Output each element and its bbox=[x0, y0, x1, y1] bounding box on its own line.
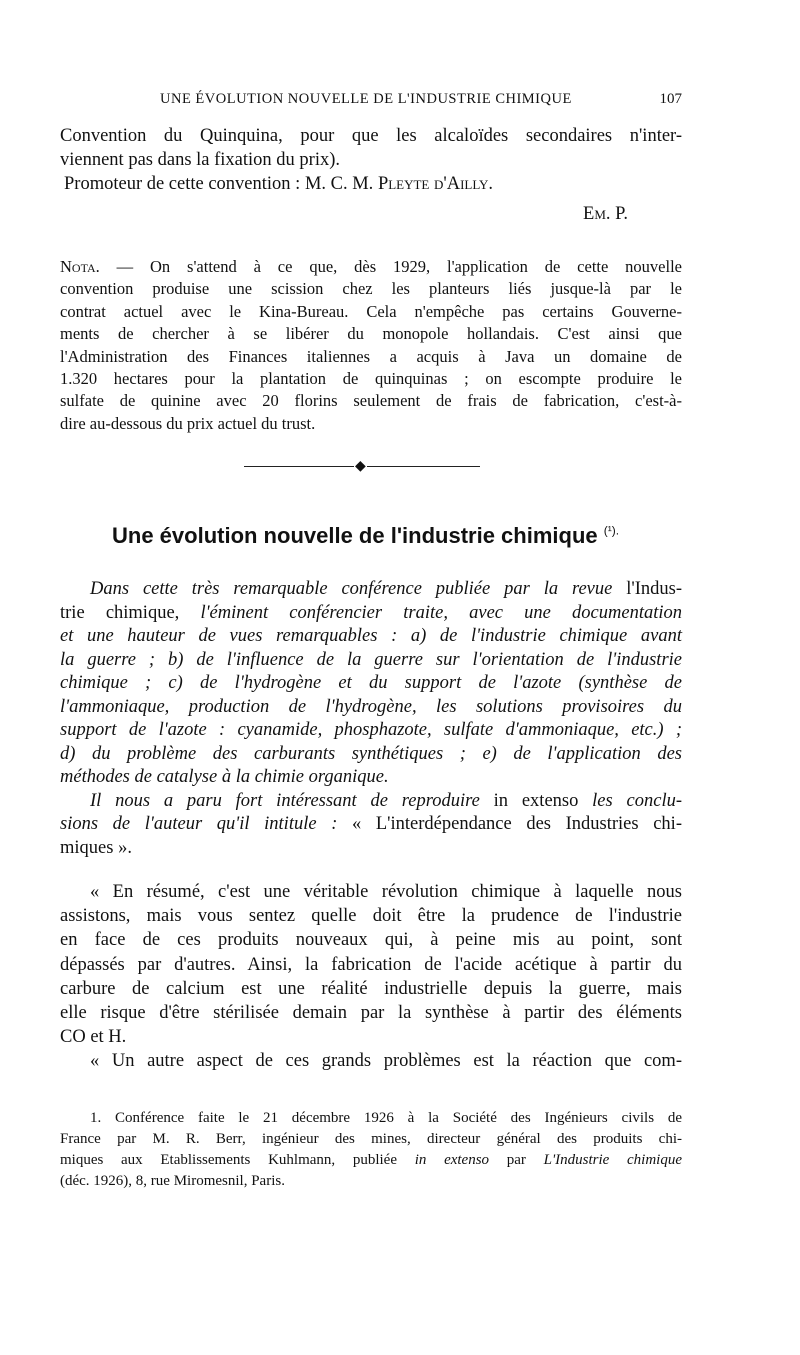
text-line: sulfate de quinine avec 20 florins seulement de frais de fabrication, c'est-à- bbox=[60, 391, 682, 411]
text-line: « En résumé, c'est une véritable révolution chimique à laquelle nous bbox=[90, 882, 682, 902]
quoted-conclusion bbox=[60, 880, 682, 1074]
text-line bbox=[60, 625, 682, 649]
text-line: carbure de calcium est une réalité industrielle depuis la guerre, mais bbox=[60, 978, 682, 999]
section-title-text: Une évolution nouvelle de l'industrie chimique bbox=[112, 523, 598, 548]
text-line bbox=[60, 578, 682, 602]
text-italic: méthodes de catalyse à la chimie organique. bbox=[60, 767, 389, 787]
text-line: contrat actuel avec le Kina-Bureau. Cela n'empêche pas certains Gouverne- bbox=[60, 301, 682, 321]
text-line: assistons, mais vous sentez quelle doit être la prudence de l'industrie bbox=[60, 906, 682, 927]
text-line: dire au-dessous du prix actuel du trust. bbox=[60, 413, 316, 433]
text-italic: Il nous a paru fort intéressant de reproduire bbox=[90, 790, 494, 811]
text-line: Convention du Quinquina, pour que les alcaloïdes secondaires n'inter- bbox=[60, 126, 682, 146]
text-roman: in extenso bbox=[493, 790, 593, 811]
text-line bbox=[60, 602, 682, 626]
text-italic: support de l'azote : cyanamide, phosphazote, sulfate d'ammoniaque, etc.) ; bbox=[60, 720, 682, 740]
text-italic: L'Industrie chimique bbox=[543, 1152, 683, 1168]
text-italic: la guerre ; b) de l'influence de la guerre sur l'orientation de l'industrie bbox=[60, 649, 682, 670]
text-line: France par M. R. Berr, ingénieur des mines, directeur général des produits chi- bbox=[60, 1131, 682, 1147]
text-line: « Un autre aspect de ces grands problèmes est la réaction que com- bbox=[90, 1051, 682, 1072]
text-line bbox=[60, 256, 682, 278]
text-italic: in extenso bbox=[414, 1152, 490, 1168]
promoteur-suffix: . bbox=[488, 174, 494, 194]
text-italic: sions de l'auteur qu'il intitule : bbox=[60, 814, 352, 834]
text-line: CO et H. bbox=[60, 1027, 127, 1048]
text-line: l'Administration des Finances italiennes a acquis à Java un domaine de bbox=[60, 346, 682, 366]
text-roman: trie chimique, bbox=[60, 602, 201, 623]
text-line bbox=[60, 813, 682, 837]
text-italic: l'éminent conférencier traite, avec une documentation bbox=[200, 602, 682, 623]
promoteur-name: Pleyte d'Ailly bbox=[377, 174, 489, 194]
text-italic: chimique ; c) de l'hydrogène et du support de l'azote (synthèse de bbox=[60, 673, 682, 693]
summary-paragraph bbox=[60, 578, 682, 860]
diamond-icon: ◆ bbox=[355, 459, 366, 474]
text-italic: Dans cette très remarquable conférence publiée par la revue bbox=[90, 579, 627, 599]
running-header bbox=[60, 91, 682, 111]
text-italic: d) du problème des carburants synthétiques ; e) de l'application des bbox=[60, 743, 682, 764]
section-separator bbox=[244, 461, 480, 473]
text-roman: « L'interdépendance des Industries chi- bbox=[351, 814, 682, 834]
promoteur-line bbox=[60, 172, 682, 196]
text-roman: miques aux Etablissements Kuhlmann, publiée bbox=[60, 1152, 415, 1168]
text-line bbox=[60, 672, 682, 696]
text-line bbox=[60, 719, 682, 743]
text-line: 1.320 hectares pour la plantation de quinquinas ; on escompte produire le bbox=[60, 368, 682, 388]
signature: Em. P. bbox=[583, 204, 628, 224]
text-line: ments de chercher à se libérer du monopole hollandais. C'est ainsi que bbox=[60, 324, 682, 344]
running-title: UNE ÉVOLUTION NOUVELLE DE L'INDUSTRIE CHIMIQUE bbox=[160, 91, 572, 107]
footnote bbox=[60, 1108, 682, 1192]
text-line: convention produise une scission chez les planteurs liés jusque-là par le bbox=[60, 279, 682, 299]
text-line: 1. Conférence faite le 21 décembre 1926 à la Société des Ingénieurs civils de bbox=[90, 1110, 682, 1126]
text-line bbox=[60, 766, 682, 790]
text-line: viennent pas dans la fixation du prix). bbox=[60, 150, 341, 170]
text-line: elle risque d'être stérilisée demain par la synthèse à partir des éléments bbox=[60, 1002, 682, 1023]
text-line: (déc. 1926), 8, rue Miromesnil, Paris. bbox=[60, 1173, 285, 1189]
section-title bbox=[112, 523, 672, 549]
text-roman: par bbox=[489, 1152, 544, 1168]
text-roman: l'Indus- bbox=[626, 579, 682, 599]
text-line: miques ». bbox=[60, 837, 132, 858]
text-line bbox=[60, 790, 682, 814]
text-line bbox=[60, 743, 682, 767]
page-number: 107 bbox=[659, 91, 682, 107]
text-italic: les conclu- bbox=[592, 790, 682, 811]
footnote-marker: (¹). bbox=[603, 523, 620, 538]
text-line: en face de ces produits nouveaux qui, à peine mis au point, sont bbox=[60, 930, 682, 951]
intro-paragraph bbox=[60, 124, 682, 226]
text-line: dépassés par d'autres. Ainsi, la fabrication de l'acide acétique à partir du bbox=[60, 954, 682, 975]
nota-label: Nota bbox=[60, 257, 96, 276]
text-line bbox=[60, 696, 682, 720]
promoteur-prefix: Promoteur de cette convention : M. C. M. bbox=[64, 174, 378, 194]
text-italic: l'ammoniaque, production de l'hydrogène, les solutions provisoires du bbox=[60, 696, 682, 717]
text-line bbox=[60, 1150, 682, 1171]
text-italic: et une hauteur de vues remarquables : a) de l'industrie chimique avant bbox=[60, 626, 682, 646]
nota-paragraph bbox=[60, 256, 682, 435]
text-line bbox=[60, 649, 682, 673]
nota-text: . — On s'attend à ce que, dès 1929, l'application de cette nouvelle bbox=[95, 257, 682, 276]
